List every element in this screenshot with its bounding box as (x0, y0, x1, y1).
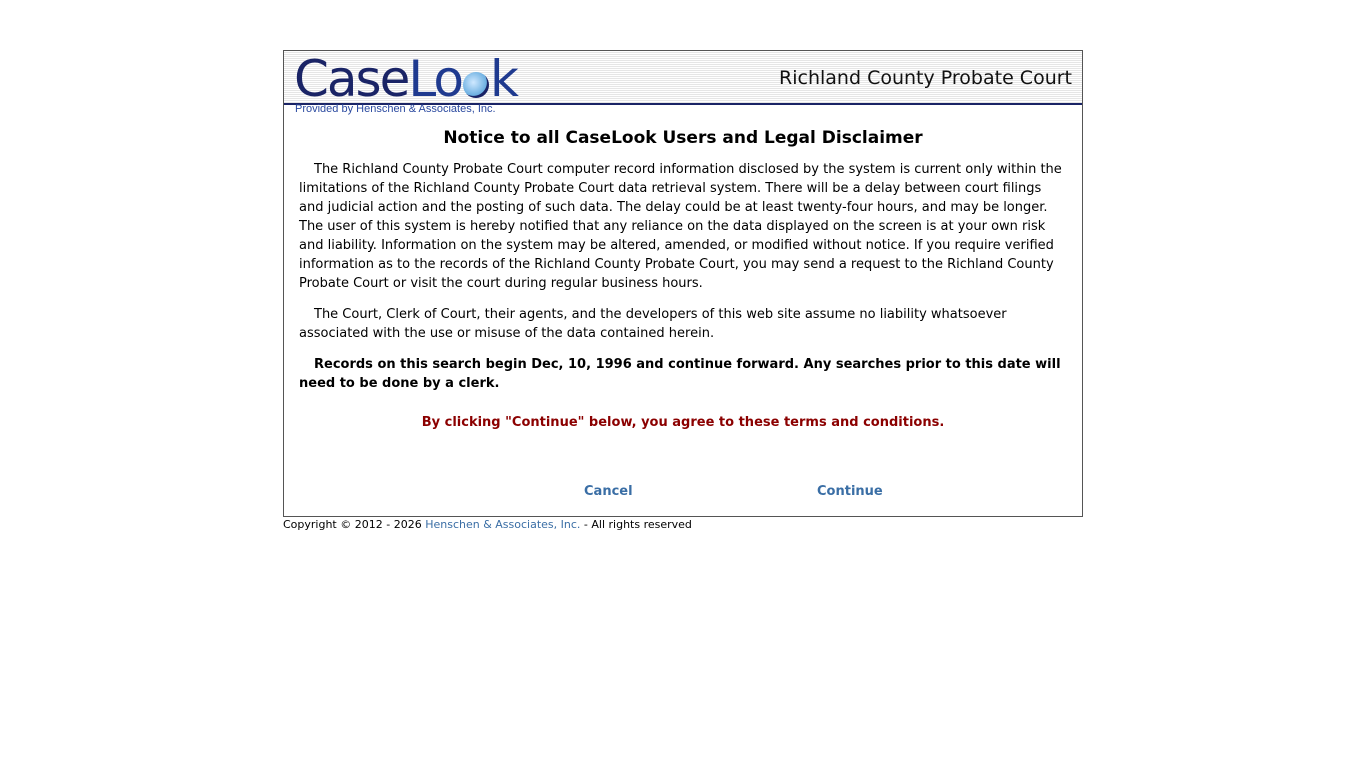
henschen-link[interactable]: Henschen & Associates, Inc. (425, 518, 581, 531)
header (284, 50, 1082, 115)
liability-paragraph: The Court, Clerk of Court, their agents, and the developers of this web site assume no liability whatsoever associated with the use or misuse of the data contained herein. (299, 307, 1007, 341)
copyright-text: Copyright © 2012 - 2026 (283, 518, 426, 531)
continue-button[interactable]: Continue (817, 484, 883, 499)
caselook-logo: CaseLo k (294, 50, 517, 108)
logo-text: k (489, 50, 517, 108)
provided-by: Provided by Henschen & Associates, Inc. (295, 103, 496, 115)
page-title: Notice to all CaseLook Users and Legal Disclaimer (443, 128, 923, 148)
cancel-button[interactable]: Cancel (584, 484, 633, 499)
disclaimer-paragraph: The Richland County Probate Court computer record information disclosed by the system is current only within the limitations of the Richland County Probate Court data retrieval system. There will be a delay between court filings and judicial action and the posting of such data. The delay could be at least twenty-four hours, and may be longer. The user of this system is hereby notified that any reliance on the data displayed on the screen is at your own risk and liability. Information on the system may be altered, amended, or modified without notice. If you require verified information as to the records of the Richland County Probate Court, you may send a request to the Richland County Probate Court or visit the court during regular business hours. (299, 162, 1062, 291)
footer (283, 518, 1083, 531)
page-container (283, 50, 1083, 531)
disclaimer-content (284, 160, 1082, 432)
rights-text: - All rights reserved (580, 518, 692, 531)
logo-text: Case (294, 50, 409, 108)
records-paragraph: Records on this search begin Dec, 10, 1996 and continue forward. Any searches prior to this date will need to be done by a clerk. (299, 357, 1061, 391)
court-name: Richland County Probate Court (779, 67, 1072, 89)
magnifier-icon (463, 72, 489, 98)
agreement-notice: By clicking "Continue" below, you agree to these terms and conditions. (421, 415, 945, 430)
disclaimer-panel (283, 50, 1083, 517)
logo-text: L (408, 50, 434, 108)
